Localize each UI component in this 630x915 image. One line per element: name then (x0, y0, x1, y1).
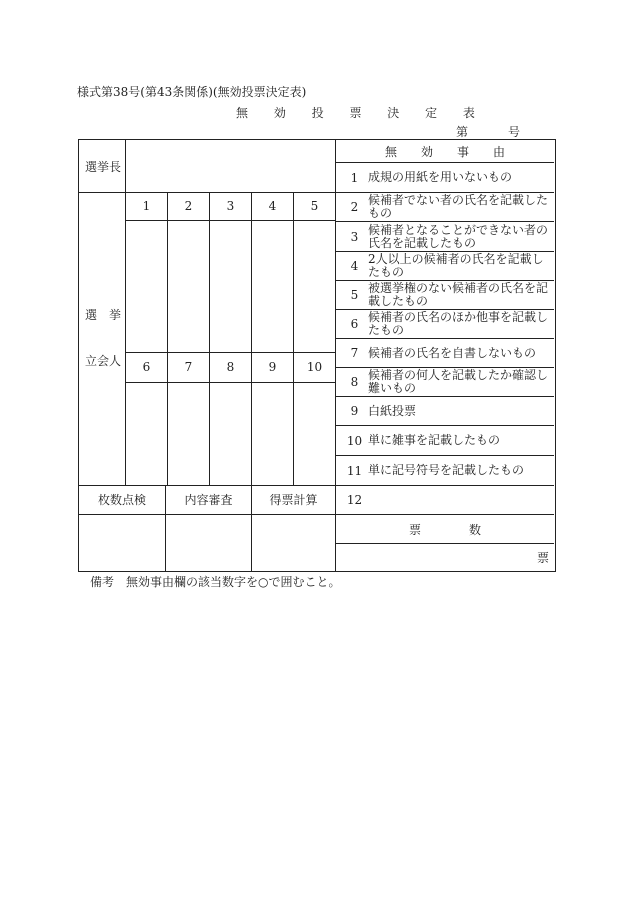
reason-number: 3 (350, 229, 359, 244)
reason-row-9[interactable] (336, 397, 556, 425)
document-number-label (456, 123, 520, 140)
divider (125, 382, 335, 383)
reason-text: 成規の用紙を用いないもの (368, 170, 513, 184)
number-suffix: 号 (508, 125, 521, 139)
divider (251, 192, 252, 485)
chairman-signature-field[interactable] (126, 140, 336, 192)
reason-text: 候補者の氏名を自書しないもの (368, 345, 537, 360)
reason-text: 候補者でない者の氏名を記載したもの (368, 193, 549, 220)
signature-panel (78, 139, 336, 572)
witness-number: 3 (226, 199, 235, 213)
reason-row-10[interactable] (336, 426, 556, 455)
divider (209, 192, 210, 485)
reason-number: 2 (350, 200, 359, 214)
check-label-content: 内容審査 (184, 493, 233, 507)
reason-text: 候補者となることができない者の氏名を記載したもの (368, 222, 549, 250)
reason-text: 2人以上の候補者の氏名を記載したもの (368, 252, 544, 279)
reason-number: 12 (346, 493, 363, 507)
witness-number: 2 (184, 199, 193, 213)
reason-number: 6 (350, 317, 359, 331)
reason-row-7[interactable] (336, 339, 556, 367)
reason-text: 単に記号符号を記載したもの (368, 463, 525, 477)
votes-count-field[interactable] (336, 544, 549, 571)
reason-number: 7 (350, 346, 359, 360)
invalid-reasons-panel (336, 139, 556, 572)
reason-number: 4 (350, 259, 359, 273)
witness-number: 6 (142, 360, 151, 374)
reason-row-3[interactable] (336, 222, 556, 251)
reason-row-8[interactable] (336, 368, 556, 396)
votes-header: 票 数 (408, 522, 481, 537)
reason-row-1[interactable] (336, 163, 556, 192)
witness-number: 8 (226, 360, 235, 374)
check-label-tally: 得票計算 (269, 493, 318, 507)
reason-row-4[interactable] (336, 252, 556, 280)
reason-number: 11 (346, 463, 363, 478)
reasons-header: 無 効 事 由 (384, 144, 505, 159)
witness-label-line-2: 立会人 (85, 353, 122, 368)
witness-number: 1 (142, 199, 151, 213)
witness-number: 10 (306, 360, 323, 374)
witness-number: 7 (184, 360, 193, 374)
divider (79, 514, 335, 515)
reason-number: 9 (350, 404, 359, 418)
chairman-label: 選挙長 (85, 159, 122, 174)
reason-row-6[interactable] (336, 310, 556, 338)
reason-row-2[interactable] (336, 193, 556, 221)
votes-unit: 票 (536, 551, 549, 565)
reason-text: 候補者の何人を記載したか確認し難いもの (368, 368, 549, 395)
reason-text: 候補者の氏名のほか他事を記載したもの (368, 310, 549, 337)
divider (293, 192, 294, 485)
divider (125, 220, 335, 221)
witness-label-line-1: 選 挙 (85, 307, 122, 322)
reason-row-11[interactable] (336, 456, 556, 485)
reason-number: 10 (346, 433, 363, 448)
remark-note: 備考 無効事由欄の該当数字を○で囲むこと。 (90, 575, 341, 589)
check-label-count: 枚数点検 (97, 493, 146, 507)
reason-number: 1 (350, 170, 359, 185)
reason-row-5[interactable] (336, 281, 556, 309)
reason-text: 単に雑事を記載したもの (368, 433, 501, 447)
reason-text: 被選挙権のない候補者の氏名を記載したもの (368, 281, 549, 308)
witness-number: 9 (268, 360, 277, 374)
divider (125, 192, 126, 485)
reason-number: 5 (350, 288, 359, 302)
reason-row-12[interactable] (336, 486, 556, 514)
witness-number: 5 (310, 199, 319, 213)
form-identifier: 様式第38号(第43条関係)(無効投票決定表) (77, 85, 307, 99)
reason-text: 白紙投票 (368, 403, 417, 418)
witness-number: 4 (268, 199, 277, 213)
document-title: 無 効 投 票 決 定 表 (236, 106, 486, 120)
number-prefix: 第 (456, 125, 469, 139)
reason-number: 8 (350, 375, 359, 389)
divider (167, 192, 168, 485)
